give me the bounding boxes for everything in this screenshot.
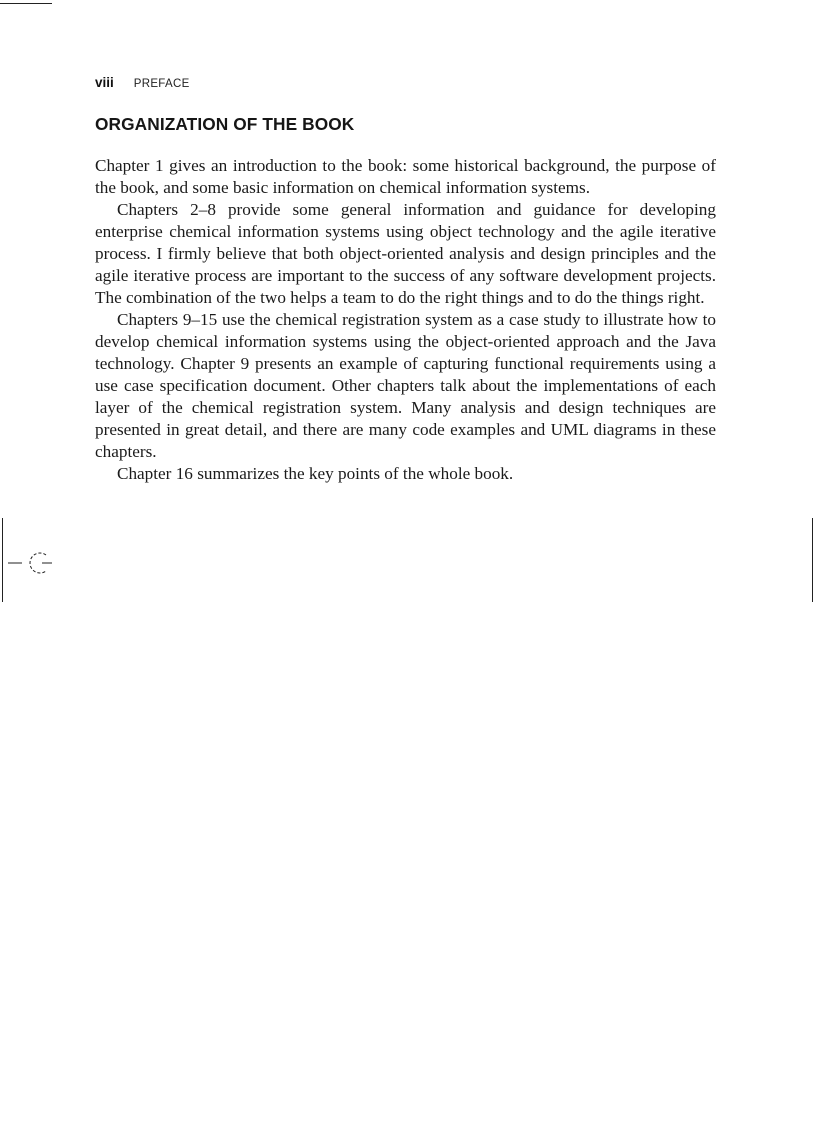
body-text: [95, 155, 716, 485]
paragraph-3: Chapters 9–15 use the chemical registration system as a case study to illustrate how to develop chemical information systems using the object-oriented approach and the Java technology. Chapter 9 presents an example of capturing functional requirements using a use case specification document. Other chapters talk about the implementations of each layer of the chemical registration system. Many analysis and design techniques are presented in great detail, and there are many code examples and UML diagrams in these chapters.: [95, 310, 716, 461]
paragraph-2: Chapters 2–8 provide some general information and guidance for developing enterprise chemical information systems using object technology and the agile iterative process. I firmly believe that both object-oriented analysis and design principles and the agile iterative process are important to the success of any software development projects. The combination of the two helps a team to do the right things and to do the things right.: [95, 200, 716, 307]
crop-mark-right: [812, 518, 813, 602]
section-heading: ORGANIZATION OF THE BOOK: [95, 114, 355, 134]
running-head: [95, 74, 190, 92]
running-head-title: PREFACE: [133, 78, 190, 90]
page-number: viii: [95, 75, 114, 90]
registration-mark-icon: [6, 548, 56, 578]
crop-mark-left: [2, 518, 3, 602]
paragraph-4: Chapter 16 summarizes the key points of the whole book.: [117, 464, 514, 483]
paragraph-1: Chapter 1 gives an introduction to the book: some historical background, the purpose of the book, and some basic information on chemical information systems.: [95, 156, 716, 197]
crop-mark-top-left: [0, 3, 52, 4]
